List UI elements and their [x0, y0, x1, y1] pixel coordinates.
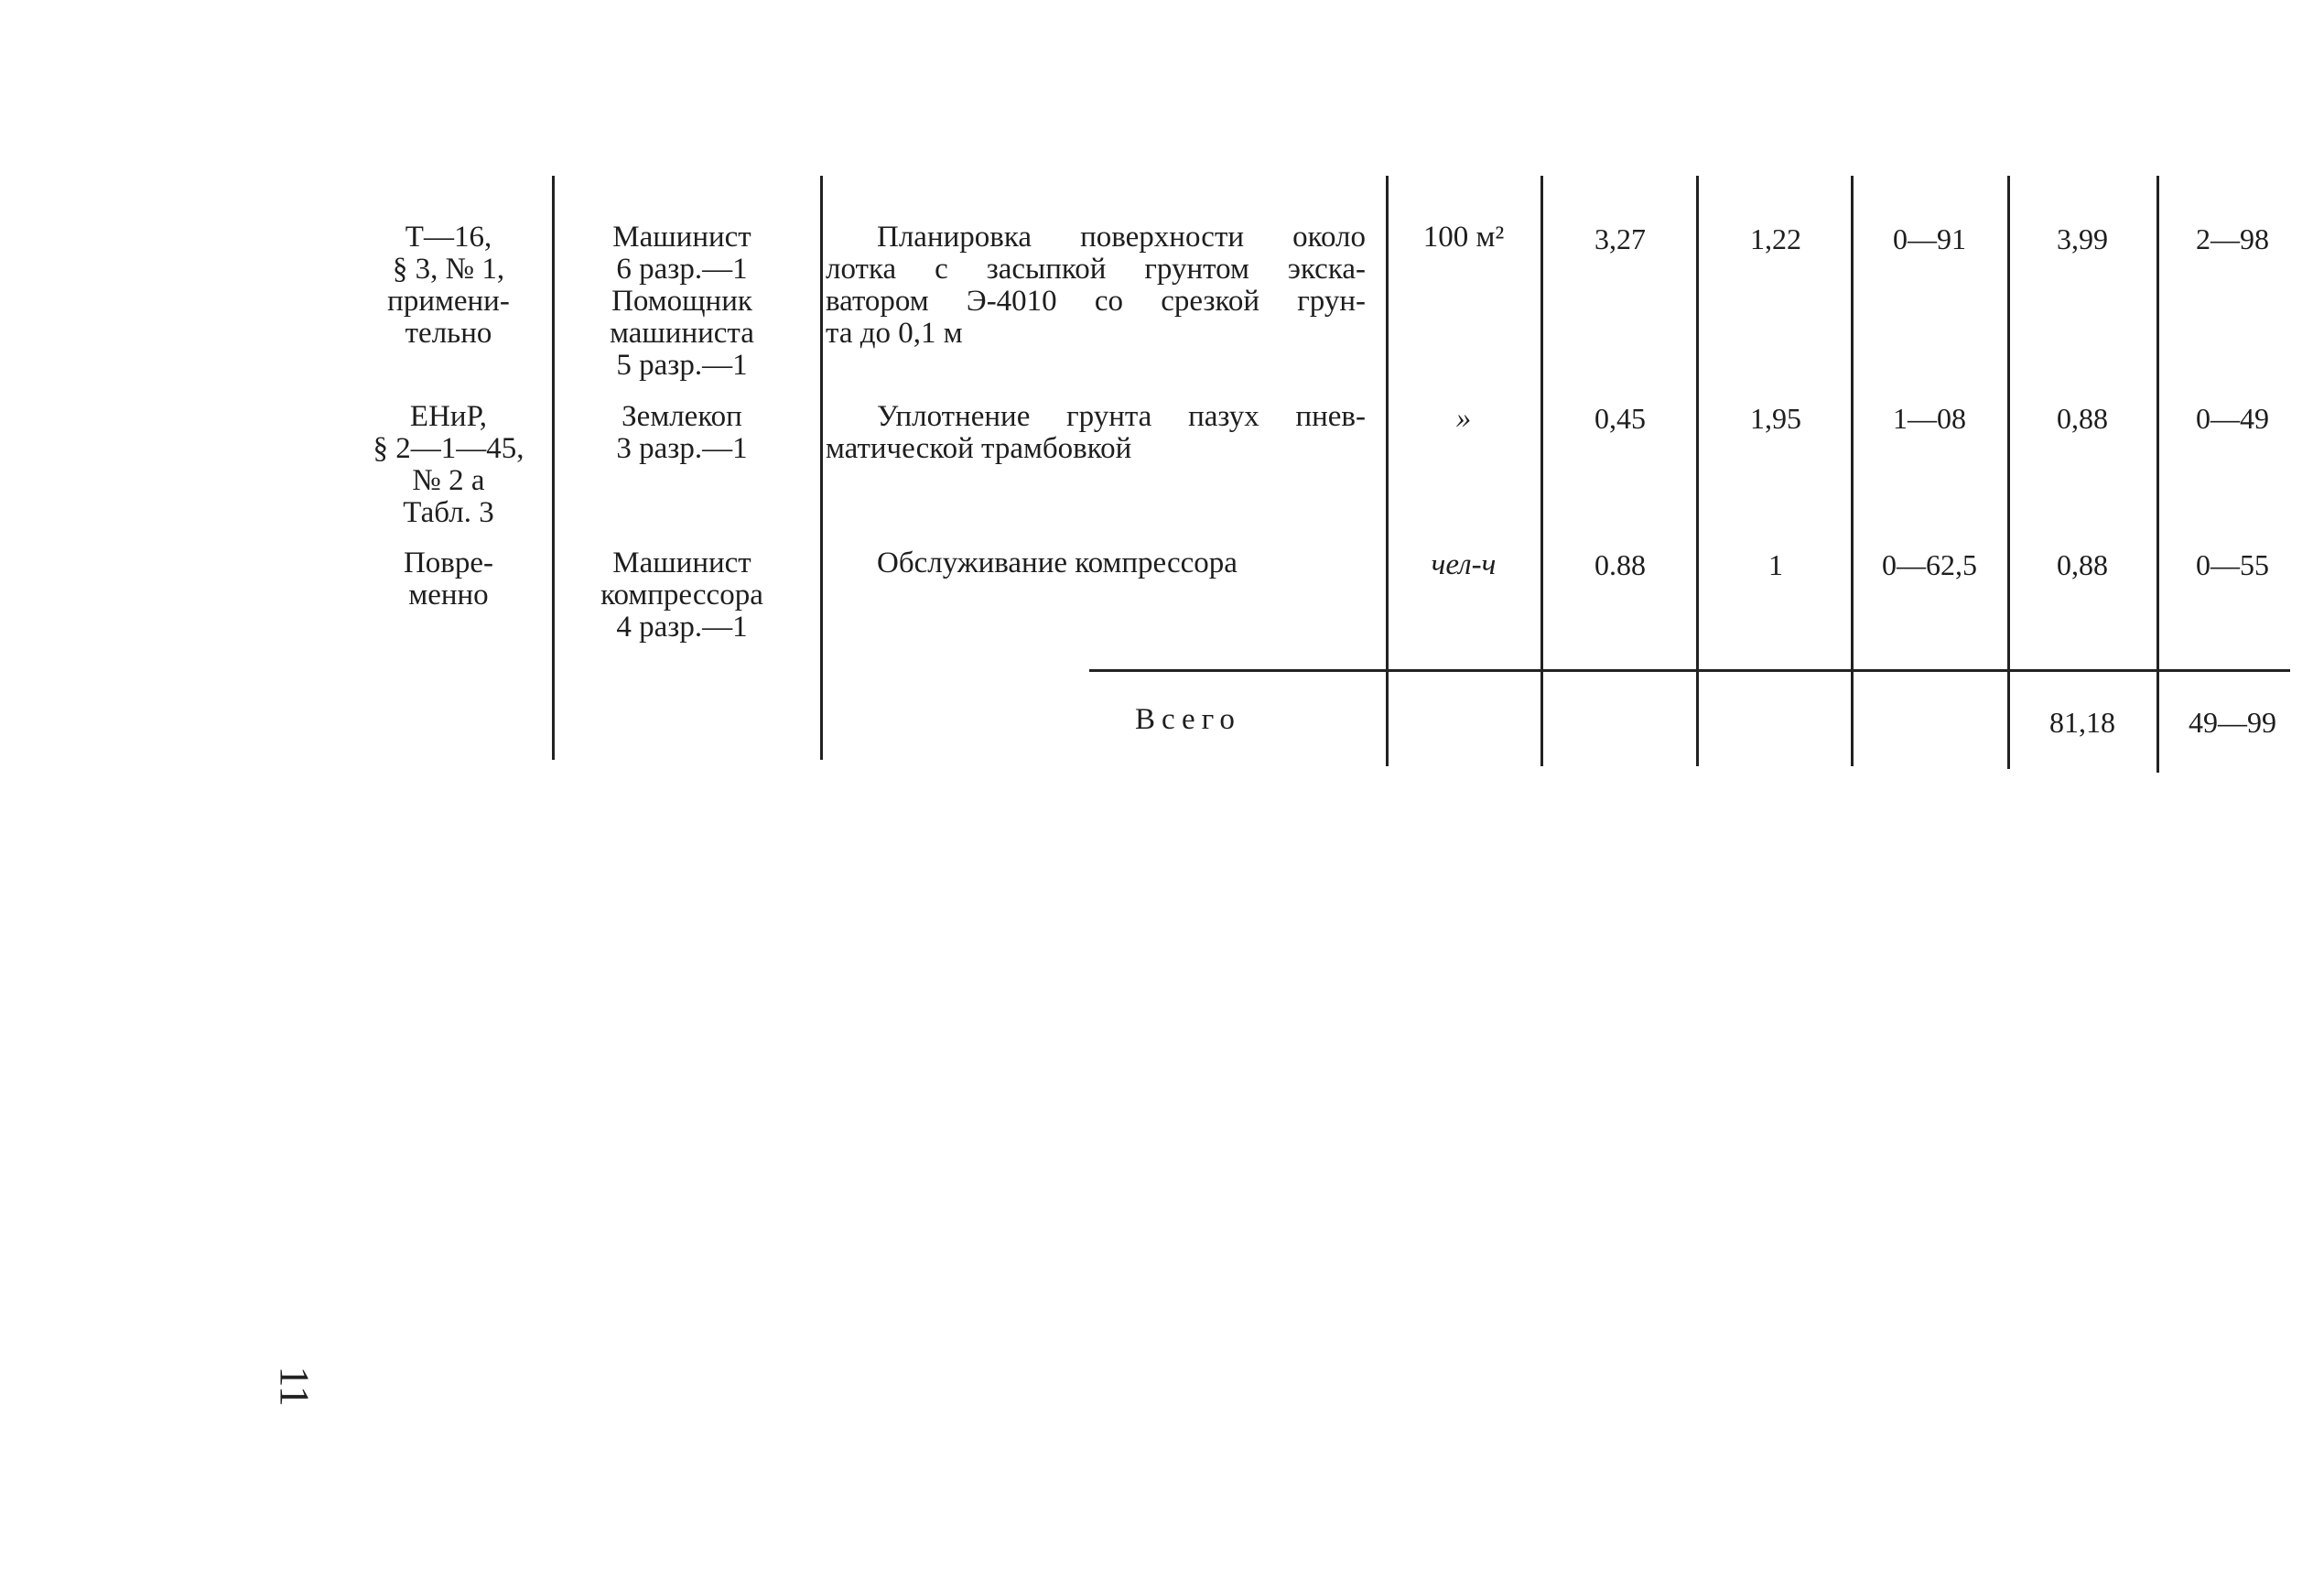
row-1-labor: 3,99: [2057, 222, 2108, 255]
row-3-labor: 0,88: [2057, 548, 2108, 581]
row-2-norm: 0,45: [1594, 402, 1646, 435]
row-3-rate: 0—62,5: [1882, 548, 1977, 581]
row-1-work-description: Планировка поверхности около лотка с засыпкой грунтом экска- ватором Э-4010 со срезкой грун- та до 0,1 м: [826, 221, 1366, 350]
total-labor: 81,18: [2049, 706, 2115, 739]
total-cost: 49—99: [2189, 706, 2276, 739]
row-1-rate: 0—91: [1893, 222, 1966, 255]
column-rule: [552, 176, 555, 760]
row-3-qty: 1: [1768, 548, 1783, 581]
row-2-labor: 0,88: [2057, 402, 2108, 435]
row-2-workers: Землекоп 3 разр.—1: [616, 400, 748, 465]
row-1-basis: Т—16, § 3, № 1, примени- тельно: [387, 221, 510, 350]
total-label: Всего: [1135, 703, 1241, 736]
row-3-basis: Повре- менно: [403, 547, 494, 612]
row-2-unit: »: [1455, 402, 1472, 435]
row-1-norm: 3,27: [1594, 222, 1646, 255]
row-1-qty: 1,22: [1750, 222, 1801, 255]
column-rule: [820, 176, 823, 760]
row-1-workers: Машинист 6 разр.—1 Помощник машиниста 5 разр.—1: [610, 221, 754, 382]
column-rule: [1386, 176, 1389, 766]
page-number: 11: [271, 1366, 319, 1407]
total-separator: [1089, 669, 2290, 672]
row-2-basis: ЕНиР, § 2—1—45, № 2 а Табл. 3: [373, 400, 524, 529]
column-rule: [2156, 176, 2159, 773]
row-3-work-description: Обслуживание компрессора: [877, 547, 1238, 579]
row-1-cost: 2—98: [2196, 222, 2269, 255]
column-rule: [1540, 176, 1543, 766]
column-rule: [1696, 176, 1699, 766]
row-2-rate: 1—08: [1893, 402, 1966, 435]
row-1-unit: 100 м²: [1422, 221, 1505, 254]
row-2-work-description: Уплотнение грунта пазух пнев- матической трамбовкой: [826, 400, 1366, 465]
row-2-cost: 0—49: [2196, 402, 2269, 435]
column-rule: [1851, 176, 1854, 766]
row-3-workers: Машинист компрессора 4 разр.—1: [600, 547, 763, 644]
row-3-norm: 0.88: [1594, 548, 1646, 581]
row-3-unit: чел-ч: [1431, 548, 1497, 581]
column-rule: [2007, 176, 2010, 769]
row-2-qty: 1,95: [1750, 402, 1801, 435]
row-3-cost: 0—55: [2196, 548, 2269, 581]
